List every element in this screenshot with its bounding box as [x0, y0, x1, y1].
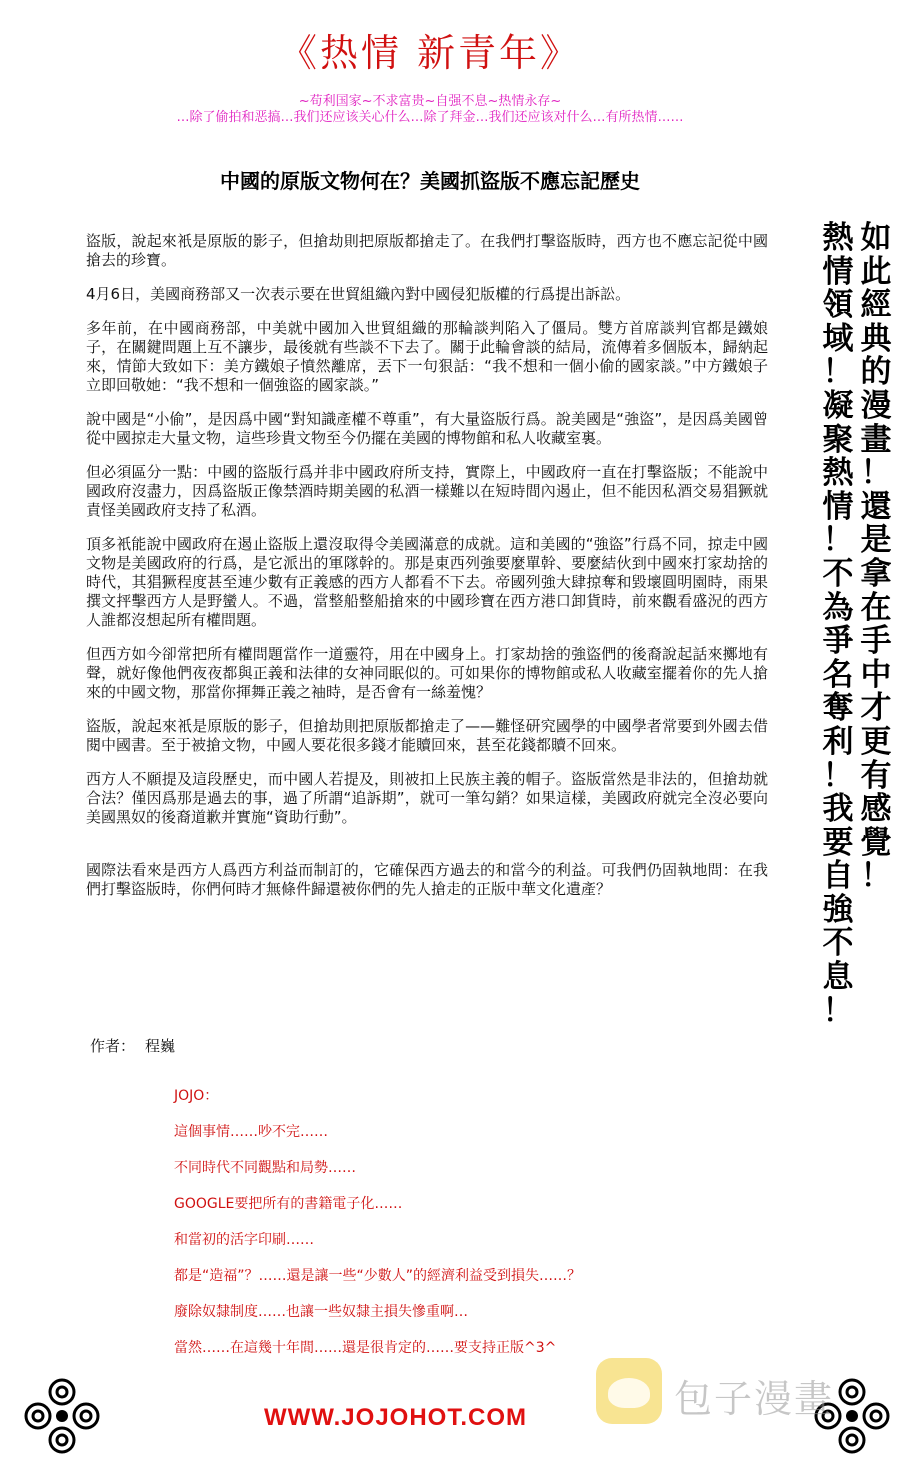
vertical-slogan-char: 是 [860, 522, 892, 559]
flower-ornament-left [22, 1376, 102, 1456]
vertical-slogan-char: 要 [822, 824, 854, 861]
vertical-slogan-char: ！ [822, 522, 854, 559]
comment-line: 和當初的活字印刷…… [174, 1232, 314, 1248]
author-line [90, 1035, 185, 1056]
vertical-slogan-char: 為 [822, 589, 854, 626]
vertical-slogan-char: ！ [822, 354, 854, 391]
comment-line: 這個事情……吵不完…… [174, 1124, 328, 1140]
vertical-slogan-char: ！ [822, 992, 854, 1029]
article-paragraph: 國際法看來是西方人爲西方利益而制訂的，它確保西方過去的和當今的利益。可我們仍固執地問：在我們打擊盜版時，你們何時才無條件歸還被你們的先人搶走的正版中華文化遺產？ [86, 861, 768, 898]
vertical-slogan-char: 中 [860, 656, 892, 693]
vertical-slogan-char: 奪 [822, 690, 854, 727]
comment-line: GOOGLE要把所有的書籍電子化…… [174, 1196, 403, 1212]
vertical-slogan-char: 利 [822, 723, 854, 760]
comment-line: 都是“造福”？……還是讓一些“少數人”的經濟利益受到損失……？ [174, 1268, 582, 1284]
vertical-slogan-char: 畫 [860, 421, 892, 458]
vertical-slogan-char: 的 [860, 354, 892, 391]
article-paragraph: 盜版，說起來衹是原版的影子，但搶劫則把原版都搶走了——難怪研究國學的中國學者常要到外國去借閱中國書。至于被搶文物，中國人要花很多錢才能贖回來，甚至花錢都贖不回來。 [86, 717, 768, 754]
vertical-slogan-char: ！ [860, 858, 892, 895]
article-paragraph: 西方人不願提及這段歷史，而中國人若提及，則被扣上民族主義的帽子。盜版當然是非法的，但搶劫就合法？僅因爲那是過去的事，過了所謂“追訴期”，就可一筆勾銷？如果這樣，美國政府就完全沒必要向美國黑奴的後裔道歉并實施“資助行動”。 [86, 770, 768, 826]
vertical-slogan-char: 還 [860, 488, 892, 525]
bun-logo-icon [596, 1358, 662, 1424]
vertical-slogan-char: 更 [860, 723, 892, 760]
vertical-slogan-char: 名 [822, 656, 854, 693]
vertical-slogan-char: 在 [860, 589, 892, 626]
vertical-slogan-char: 凝 [822, 387, 854, 424]
banner-slogans [0, 94, 860, 126]
comment-block [174, 1087, 774, 1375]
vertical-slogan-char: 拿 [860, 555, 892, 592]
vertical-slogan-char: 熱 [822, 220, 854, 256]
vertical-slogan-char: 領 [822, 287, 854, 324]
comment-line: 廢除奴隸制度……也讓一些奴隸主損失慘重啊… [174, 1304, 468, 1320]
vertical-slogan-char: 覺 [860, 824, 892, 861]
vertical-slogan-char: 有 [860, 757, 892, 794]
banner-title: 《热情 新青年》 [278, 31, 582, 75]
vertical-slogan-char: ！ [860, 455, 892, 492]
vertical-slogan-char: 我 [822, 791, 854, 828]
vertical-slogan-char: 典 [860, 320, 892, 357]
article-paragraph: 4月6日，美國商務部又一次表示要在世貿組織內對中國侵犯版權的行爲提出訴訟。 [86, 285, 631, 303]
article-paragraph: 但必須區分一點：中國的盜版行爲并非中國政府所支持，實際上，中國政府一直在打擊盜版；不能說中國政府沒盡力，因爲盜版正像禁酒時期美國的私酒一樣難以在短時間內遏止，但不能因私酒交易猖獗就責怪美國政府支持了私酒。 [86, 463, 768, 519]
article-paragraph: 盜版，說起來衹是原版的影子，但搶劫則把原版都搶走了。在我們打擊盜版時，西方也不應忘記從中國搶去的珍寶。 [86, 232, 768, 269]
slogan-line-2: …除了偷拍和恶搞…我们还应该关心什么…除了拜金…我们还应该对什么…有所热情…… [176, 110, 684, 125]
vertical-slogan-char: 感 [860, 791, 892, 828]
vertical-slogan-char: 如 [860, 220, 892, 256]
vertical-slogan-char: 自 [822, 858, 854, 895]
vertical-slogan-left [818, 222, 858, 1028]
comment-line: 當然……在這幾十年間……還是很肯定的……要支持正版^3^ [174, 1340, 557, 1356]
vertical-slogan-char: 爭 [822, 623, 854, 660]
article-paragraph: 頂多衹能說中國政府在遏止盜版上還沒取得令美國滿意的成就。這和美國的“強盜”行爲不同，掠走中國文物是美國政府的行爲，是它派出的軍隊幹的。那是東西列強要麼單幹、要麼結伙到中國來打家劫捨的時代，其猖獗程度甚至連少數有正義感的西方人都看不下去。帝國列強大肆掠奪和毀壞圓明園時，雨果撰文抨擊西方人是野蠻人。不過，當整船整船搶來的中國珍寶在西方港口卸貨時，前來觀看盛況的西方人誰都沒想起所有權問題。 [86, 535, 768, 629]
author-name: 程巍 [145, 1037, 176, 1055]
article-paragraph: 多年前，在中國商務部，中美就中國加入世貿組織的那輪談判陷入了僵局。雙方首席談判官都是鐵娘子，在關鍵問題上互不讓步，最後就有些談不下去了。關于此輪會談的結局，流傳着多個版本，歸納起來，情節大致如下：美方鐵娘子憤然離席，丟下一句狠話：“我不想和一個小偷的國家談。”中方鐵娘子立即回敬她：“我不想和一個強盜的國家談。” [86, 319, 768, 394]
vertical-slogan-char: 域 [822, 320, 854, 357]
vertical-slogan-char: 手 [860, 623, 892, 660]
slogan-line-1: ~苟利国家~不求富贵~自强不息~热情永存~ [298, 94, 562, 109]
article-headline: 中國的原版文物何在？美國抓盜版不應忘記歷史 [220, 169, 640, 193]
vertical-slogan-char: 不 [822, 925, 854, 962]
article-paragraph: 但西方如今卻常把所有權問題當作一道靈符，用在中國身上。打家劫捨的強盜們的後裔說起話來擲地有聲，就好像他們夜夜都與正義和法律的女神同眠似的。可如果你的博物館或私人收藏室擺着你的先人搶來的中國文物，那當你揮舞正義之袖時，是否會有一絲羞愧？ [86, 645, 768, 701]
vertical-slogan-char: ！ [822, 757, 854, 794]
vertical-slogan-char: 才 [860, 690, 892, 727]
watermark [596, 1358, 886, 1424]
vertical-slogan-char: 熱 [822, 455, 854, 492]
vertical-slogan-char: 情 [822, 488, 854, 525]
vertical-slogan-char: 情 [822, 253, 854, 290]
watermark-text: 包子漫畫 [674, 1377, 835, 1421]
vertical-slogan-char: 漫 [860, 387, 892, 424]
article-body [86, 232, 768, 914]
vertical-slogan-right [856, 222, 896, 894]
vertical-slogan-char: 此 [860, 253, 892, 290]
vertical-slogan-char: 聚 [822, 421, 854, 458]
comment-line: JOJO： [174, 1088, 219, 1104]
vertical-slogan-char: 息 [822, 959, 854, 996]
site-url-link[interactable]: WWW.JOJOHOT.COM [264, 1404, 527, 1431]
vertical-slogan-char: 強 [822, 891, 854, 928]
author-label: 作者： [90, 1037, 136, 1055]
vertical-slogan-char: 經 [860, 287, 892, 324]
article-paragraph: 說中國是“小偷”，是因爲中國“對知識產權不尊重”，有大量盜版行爲。說美國是“強盜”，是因爲美國曾從中國掠走大量文物，這些珍貴文物至今仍擺在美國的博物館和私人收藏室裏。 [86, 410, 768, 447]
vertical-slogan-char: 不 [822, 555, 854, 592]
comment-line: 不同時代不同觀點和局勢…… [174, 1160, 356, 1176]
